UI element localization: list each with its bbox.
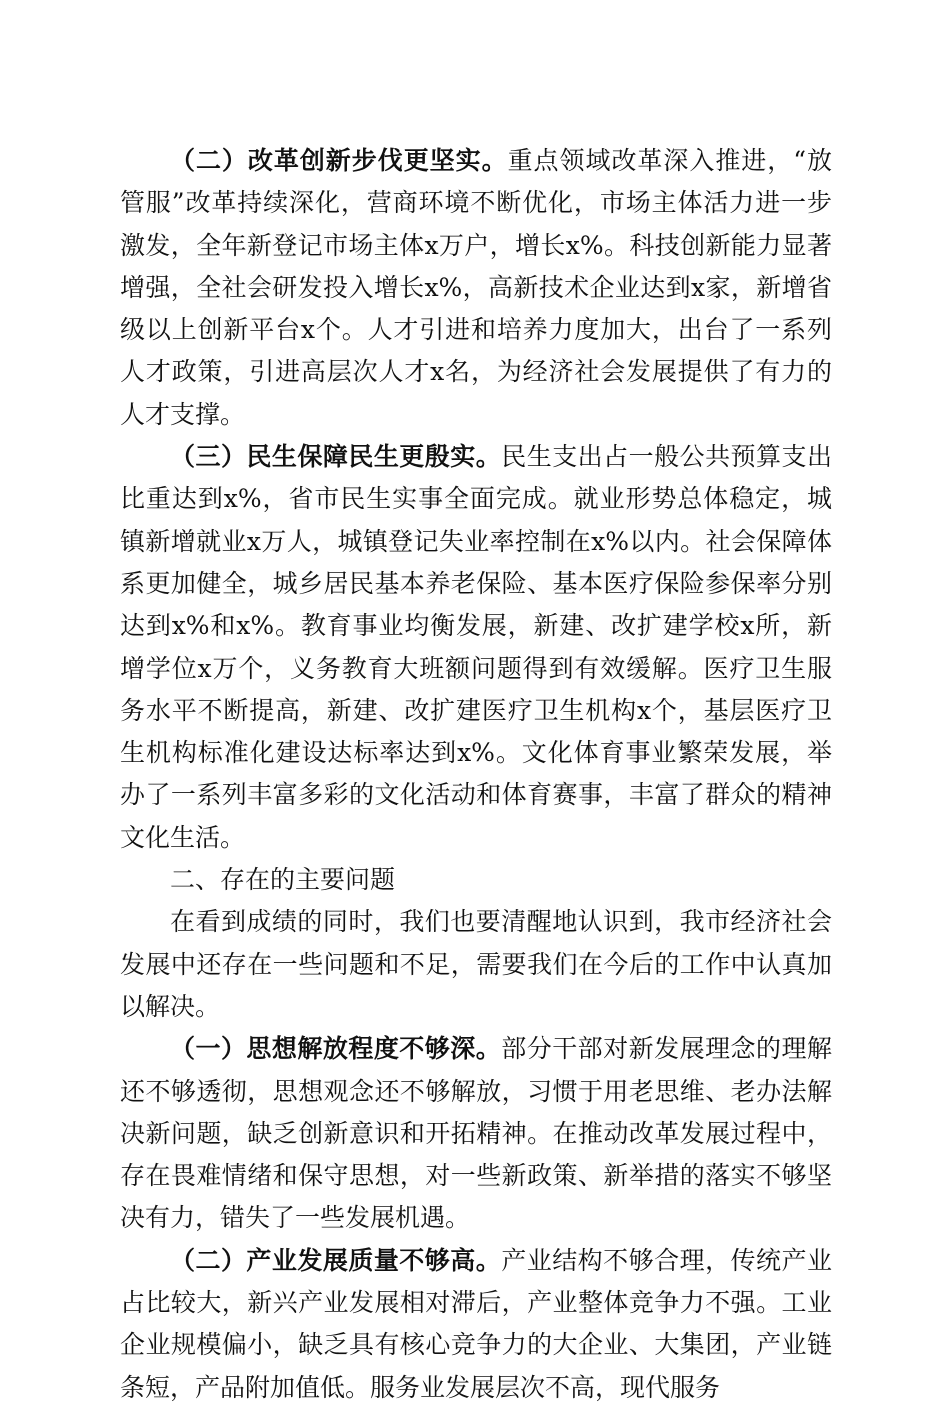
paragraph-intro-problems: [120, 901, 832, 1028]
section-heading-main-problems: 二、存在的主要问题: [170, 865, 396, 895]
paragraph-lead: （二）改革创新步伐更坚实。: [170, 146, 508, 175]
document-body: [120, 140, 832, 1409]
paragraph-text: 部分干部对新发展理念的理解还不够透彻，思想观念还不够解放，习惯于用老思维、老办法解决新问题，缺乏创新意识和开拓精神。在推动改革发展过程中，存在畏难情绪和保守思想，对一些新政策、新举措的落实不够坚决有力，错失了一些发展机遇。: [120, 1034, 832, 1233]
paragraph-thinking: [120, 1028, 832, 1239]
paragraph-text: 重点领域改革深入推进，“放管服”改革持续深化，营商环境不断优化，市场主体活力进一步激发，全年新登记市场主体x万户，增长x%。科技创新能力显著增强，全社会研发投入增长x%，高新技术企业达到x家，新增省级以上创新平台x个。人才引进和培养力度加大，出台了一系列人才政策，引进高层次人才x名，为经济社会发展提供了有力的人才支撑。: [120, 146, 832, 429]
paragraph-text: 产业结构不够合理，传统产业占比较大，新兴产业发展相对滞后，产业整体竞争力不强。工业企业规模偏小，缺乏具有核心竞争力的大企业、大集团，产业链条短，产品附加值低。服务业发展层次不高，现代服务: [120, 1245, 832, 1402]
paragraph-text: 在看到成绩的同时，我们也要清醒地认识到，我市经济社会发展中还存在一些问题和不足，需要我们在今后的工作中认真加以解决。: [120, 907, 832, 1021]
paragraph-lead: （三）民生保障民生更殷实。: [170, 442, 502, 472]
paragraph-lead: （一）思想解放程度不够深。: [170, 1034, 502, 1064]
paragraph-lead: （二）产业发展质量不够高。: [170, 1245, 502, 1275]
paragraph-livelihood: [120, 436, 832, 859]
paragraph-reform-innovation: [120, 140, 832, 436]
paragraph-text: 民生支出占一般公共预算支出比重达到x%，省市民生实事全面完成。就业形势总体稳定，城镇新增就业x万人，城镇登记失业率控制在x%以内。社会保障体系更加健全，城乡居民基本养老保险、基本医疗保险参保率分别达到x%和x%。教育事业均衡发展，新建、改扩建学校x所，新增学位x万个，义务教育大班额问题得到有效缓解。医疗卫生服务水平不断提高，新建、改扩建医疗卫生机构x个，基层医疗卫生机构标准化建设达标率达到x%。文化体育事业繁荣发展，举办了一系列丰富多彩的文化活动和体育赛事，丰富了群众的精神文化生活。: [120, 442, 832, 852]
paragraph-industry: [120, 1240, 832, 1409]
